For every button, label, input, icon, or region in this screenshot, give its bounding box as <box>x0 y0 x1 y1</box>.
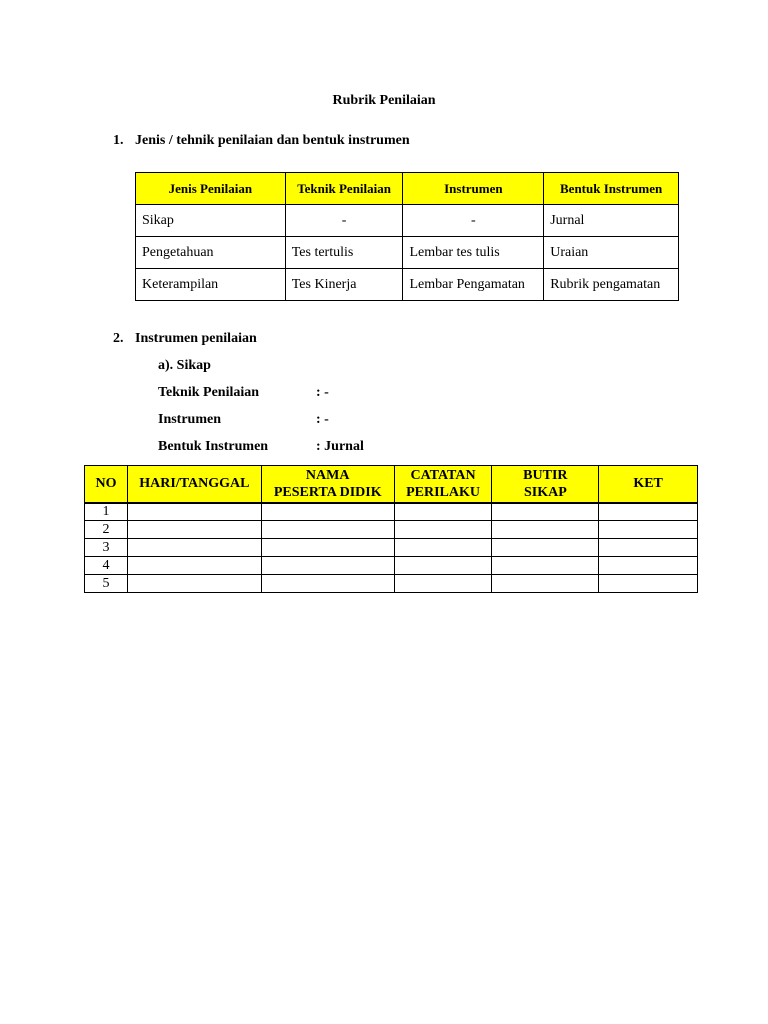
section-2-number: 2. <box>113 331 124 346</box>
cell-empty <box>127 539 261 557</box>
cell-empty <box>261 539 394 557</box>
cell-empty <box>394 539 492 557</box>
cell-empty <box>127 557 261 575</box>
cell-jenis: Sikap <box>136 205 286 237</box>
cell-no: 4 <box>85 557 128 575</box>
cell-jenis: Keterampilan <box>136 269 286 301</box>
field-label: Instrumen <box>158 412 222 427</box>
field-teknik-penilaian <box>158 385 329 401</box>
cell-bentuk: Rubrik pengamatan <box>544 269 679 301</box>
header-line: SIKAP <box>523 484 567 500</box>
cell-empty <box>599 539 698 557</box>
cell-empty <box>599 575 698 593</box>
cell-bentuk: Uraian <box>544 237 679 269</box>
cell-empty <box>492 539 599 557</box>
cell-empty <box>599 503 698 521</box>
table-row <box>85 503 698 521</box>
cell-no: 5 <box>85 575 128 593</box>
table-header-row <box>136 173 679 205</box>
section-1-number: 1. <box>113 133 124 148</box>
section-1-heading <box>113 133 410 149</box>
field-value: : - <box>316 412 329 427</box>
cell-teknik: Tes Kinerja <box>285 269 403 301</box>
section-2-heading <box>113 331 257 347</box>
header-bentuk-instrumen: Bentuk Instrumen <box>544 173 679 205</box>
table-row <box>136 205 679 237</box>
field-label: Bentuk Instrumen <box>158 439 269 454</box>
cell-empty <box>394 503 492 521</box>
cell-empty <box>261 521 394 539</box>
cell-bentuk: Jurnal <box>544 205 679 237</box>
table-row <box>136 269 679 301</box>
cell-instrumen: - <box>403 205 544 237</box>
cell-no: 3 <box>85 539 128 557</box>
field-instrumen <box>158 412 329 428</box>
cell-empty <box>127 575 261 593</box>
cell-empty <box>492 521 599 539</box>
assessment-type-table <box>135 172 679 301</box>
cell-teknik: Tes tertulis <box>285 237 403 269</box>
field-bentuk-instrumen <box>158 439 364 455</box>
cell-no: 2 <box>85 521 128 539</box>
header-teknik-penilaian: Teknik Penilaian <box>285 173 403 205</box>
section-2-text: Instrumen penilaian <box>135 331 257 346</box>
table-row <box>85 575 698 593</box>
header-no <box>85 466 128 503</box>
header-instrumen: Instrumen <box>403 173 544 205</box>
header-nama-peserta-didik <box>261 466 394 503</box>
field-label: Teknik Penilaian <box>158 385 260 400</box>
cell-empty <box>261 557 394 575</box>
header-line: HARI/TANGGAL <box>139 476 250 492</box>
header-line: CATATAN <box>410 467 476 483</box>
field-value: : Jurnal <box>316 439 364 454</box>
table-row <box>85 557 698 575</box>
attitude-journal-table <box>84 465 698 593</box>
header-line: KET <box>633 476 663 492</box>
section-1-text: Jenis / tehnik penilaian dan bentuk instrumen <box>135 133 410 148</box>
cell-empty <box>599 557 698 575</box>
subsection-a-heading: a). Sikap <box>158 358 211 373</box>
cell-empty <box>394 521 492 539</box>
cell-empty <box>492 503 599 521</box>
header-line: PESERTA DIDIK <box>273 484 382 500</box>
cell-empty <box>394 557 492 575</box>
table-row <box>85 539 698 557</box>
cell-empty <box>599 521 698 539</box>
header-ket <box>599 466 698 503</box>
cell-empty <box>492 575 599 593</box>
cell-empty <box>127 521 261 539</box>
field-value: : - <box>316 385 329 400</box>
header-line: NO <box>95 476 117 492</box>
header-butir-sikap <box>492 466 599 503</box>
header-catatan-perilaku <box>394 466 492 503</box>
cell-empty <box>492 557 599 575</box>
cell-empty <box>261 503 394 521</box>
page-title: Rubrik Penilaian <box>332 93 436 108</box>
cell-teknik: - <box>285 205 403 237</box>
cell-instrumen: Lembar Pengamatan <box>403 269 544 301</box>
header-hari-tanggal <box>127 466 261 503</box>
header-line: NAMA <box>305 467 350 483</box>
cell-empty <box>394 575 492 593</box>
header-line: PERILAKU <box>406 484 480 500</box>
header-jenis-penilaian: Jenis Penilaian <box>136 173 286 205</box>
table-header-row <box>85 466 698 503</box>
cell-empty <box>127 503 261 521</box>
table-row <box>85 521 698 539</box>
cell-instrumen: Lembar tes tulis <box>403 237 544 269</box>
cell-empty <box>261 575 394 593</box>
table-row <box>136 237 679 269</box>
cell-no: 1 <box>85 503 128 521</box>
cell-jenis: Pengetahuan <box>136 237 286 269</box>
header-line: BUTIR <box>523 467 568 483</box>
